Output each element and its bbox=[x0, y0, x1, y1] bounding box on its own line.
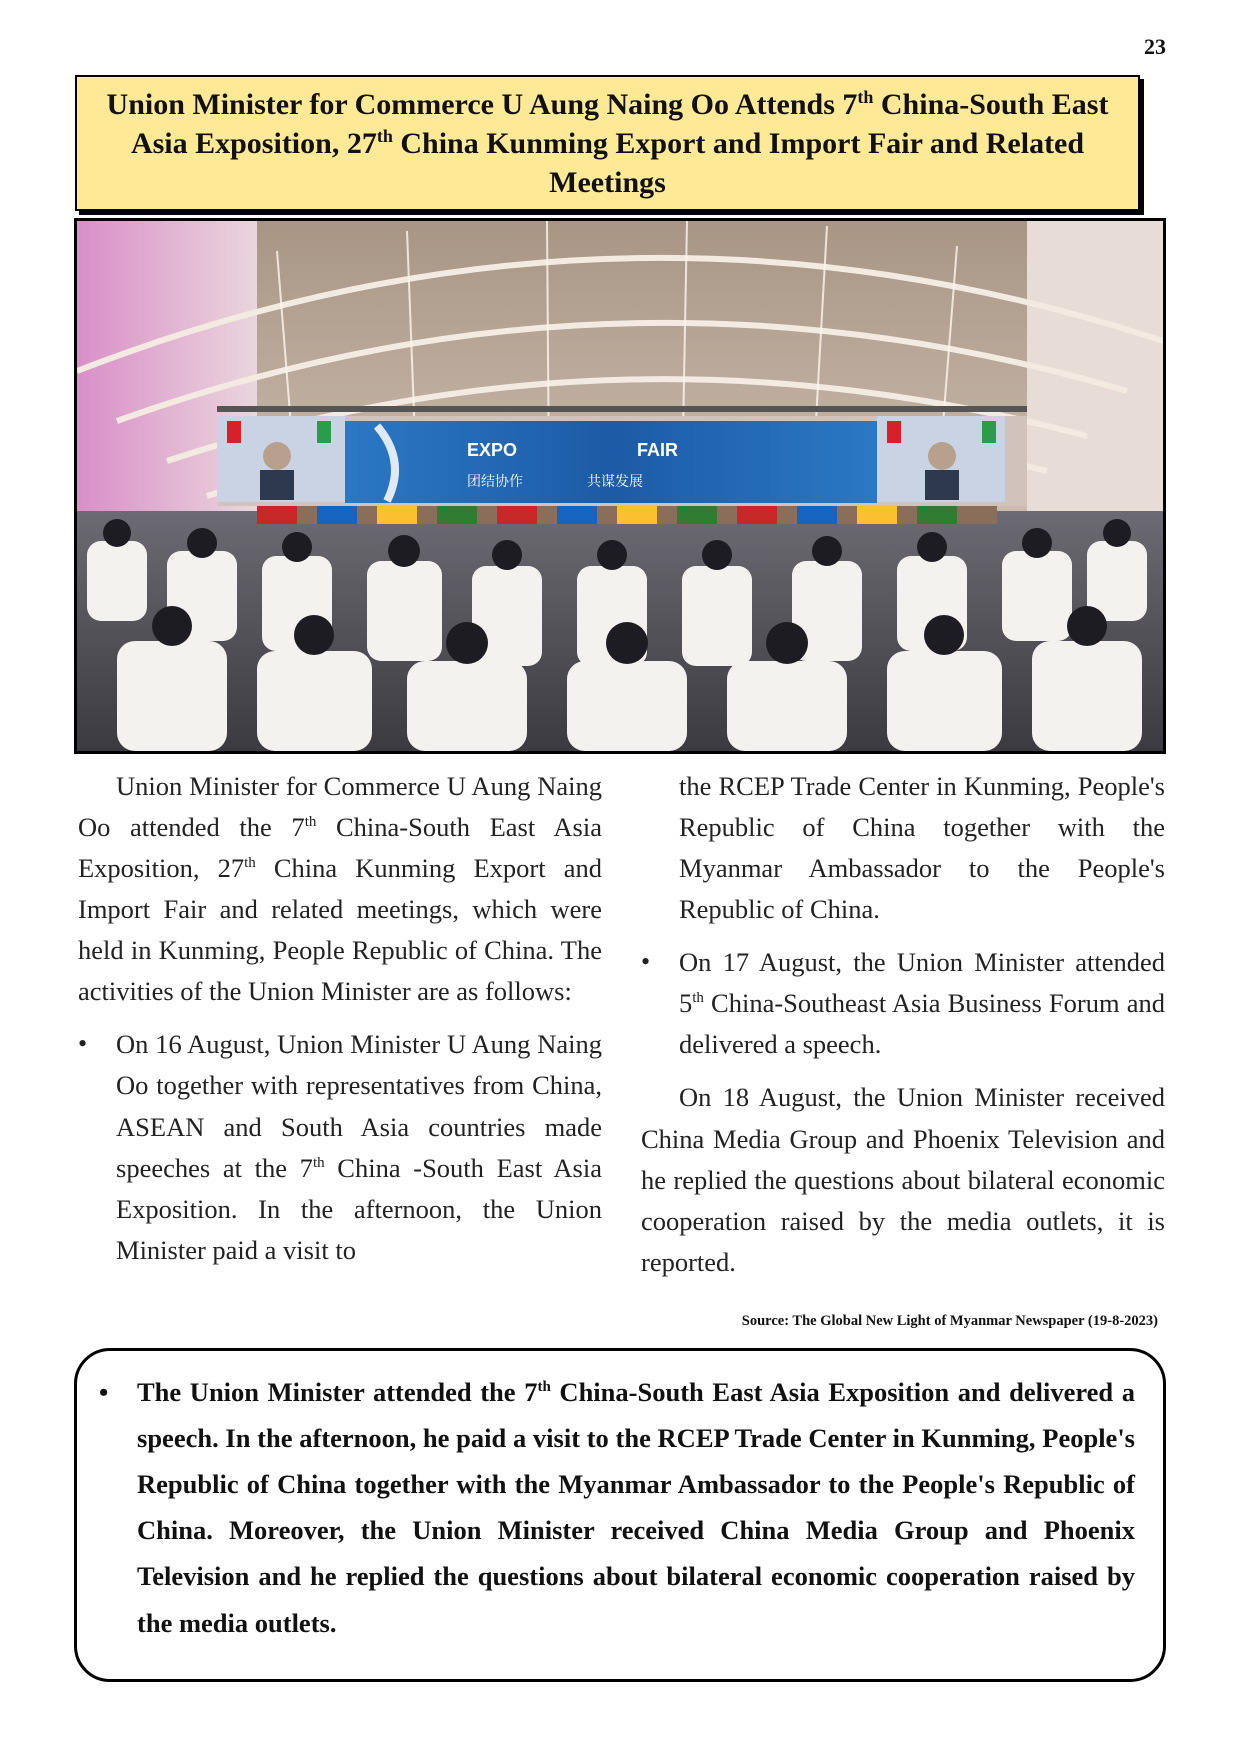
closing-paragraph: On 18 August, the Union Minister received China Media Group and Phoenix Television and he replied the questions about bilateral economic cooperation raised by the media outlets, it is reported. bbox=[641, 1082, 1165, 1277]
photo-illustration bbox=[77, 221, 1163, 751]
conference-hall-photo bbox=[74, 218, 1166, 754]
banner-slogan-left: 团结协作 bbox=[467, 474, 523, 490]
list-item-continued: the RCEP Trade Center in Kunming, People's Republic of China together with the Myanmar Ambassador to the People's Republic of China. bbox=[679, 771, 1165, 925]
list-item: • On 16 August, Union Minister U Aung Naing Oo together with representatives from China, ASEAN and South Asia countries made speeches at the 7th China -South East Asia Exposition. In the afternoon, the Union Minister paid a visit to bbox=[78, 1024, 602, 1270]
summary-item: • The Union Minister attended the 7th China-South East Asia Exposition and delivered a speech. In the afternoon, he paid a visit to the RCEP Trade Center in Kunming, People's Republic of China together with the Myanmar Ambassador to the People's Republic of China. Moreover, the Union Minister received China Media Group and Phoenix Television and he replied the questions about bilateral economic cooperation raised by the media outlets. bbox=[137, 1369, 1135, 1646]
left-column bbox=[78, 766, 602, 1283]
intro-paragraph: Union Minister for Commerce U Aung Naing Oo attended the 7th China-South East Asia Exposition, 27th China Kunming Export and Import Fair and related meetings, which were held in Kunming, People Republic of China. The activities of the Union Minister are as follows: bbox=[78, 771, 602, 1007]
activities-list-continued bbox=[641, 766, 1165, 1065]
banner-fair-text: FAIR bbox=[637, 440, 679, 460]
right-column bbox=[641, 766, 1165, 1295]
title-box bbox=[75, 75, 1140, 211]
banner-slogan-right: 共谋发展 bbox=[587, 474, 643, 490]
summary-box bbox=[74, 1348, 1166, 1682]
page-title: Union Minister for Commerce U Aung Naing Oo Attends 7th China-South East Asia Exposition, 27th China Kunming Export and Import Fair and Related Meetings bbox=[106, 86, 1109, 199]
banner-expo-text: EXPO bbox=[467, 440, 518, 460]
summary-list bbox=[77, 1351, 1163, 1646]
list-item: • On 17 August, the Union Minister attended 5th China-Southeast Asia Business Forum and delivered a speech. bbox=[641, 942, 1165, 1065]
page-number: 23 bbox=[1144, 34, 1166, 59]
source-citation: Source: The Global New Light of Myanmar Newspaper (19-8-2023) bbox=[741, 1313, 1158, 1329]
activities-list bbox=[78, 1024, 602, 1270]
